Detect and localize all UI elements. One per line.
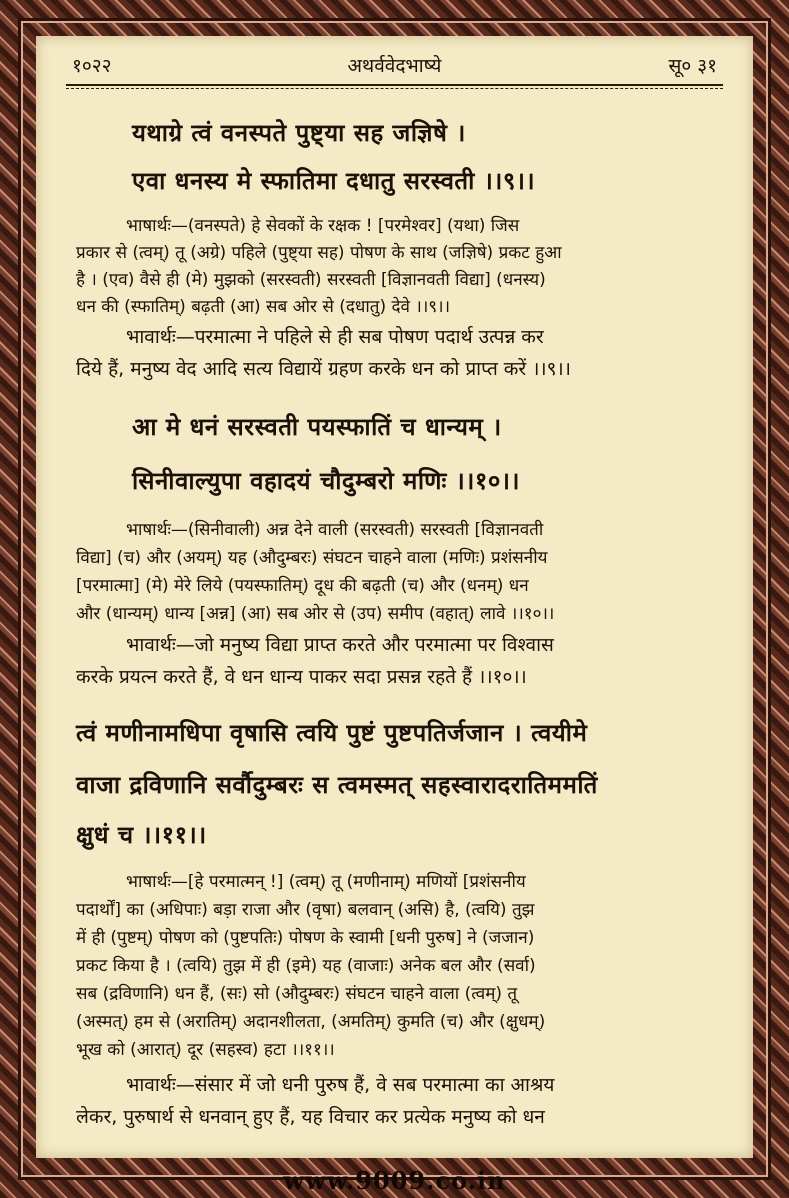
- page-number: १०२२: [72, 55, 112, 77]
- bhavartha-11-line: लेकर, पुरुषार्थ से धनवान् हुए हैं, यह विचार कर प्रत्येक मनुष्य को धन: [76, 1106, 545, 1128]
- mantra-11-line-3: क्षुधं च ।।११।।: [76, 821, 207, 849]
- bhavartha-9-line: दिये हैं, मनुष्य वेद आदि सत्य विद्यायें ग्रहण करके धन को प्राप्त करें ।।९।।: [76, 358, 571, 380]
- bhavartha-9-line: भावार्थः—परमात्मा ने पहिले से ही सब पोषण पदार्थ उत्पन्न कर: [126, 326, 544, 348]
- header-rule: [66, 84, 723, 86]
- bhashartha-10-line: विद्या] (च) और (अयम्) यह (औदुम्बरः) संघटन चाहने वाला (मणिः) प्रशंसनीय: [76, 548, 548, 568]
- bhashartha-9-line: प्रकार से (त्वम्) तू (अग्रे) पहिले (पुष्ट्या सह) पोषण के साथ (जज्ञिषे) प्रकट हुआ: [76, 243, 562, 263]
- bhashartha-11-line: (अस्मत्) हम से (अरातिम्) अदानशीलता, (अमतिम्) कुमति (च) और (क्षुधम्): [76, 1012, 546, 1032]
- bhavartha-10-line: करके प्रयत्न करते हैं, वे धन धान्य पाकर सदा प्रसन्न रहते हैं ।।१०।।: [76, 666, 527, 688]
- bhashartha-10-line: [परमात्मा] (मे) मेरे लिये (पयस्फातिम्) दूध की बढ़ती (च) और (धनम्) धन: [76, 576, 529, 596]
- bhashartha-10-line: भाषार्थः—(सिनीवाली) अन्न देने वाली (सरस्वती) सरस्वती [विज्ञानवती: [126, 520, 544, 540]
- bhavartha-10-line: भावार्थः—जो मनुष्य विद्या प्राप्त करते और परमात्मा पर विश्वास: [126, 634, 554, 656]
- mantra-10-line-2: सिनीवाल्युपा वहादयं चौदुम्बरो मणिः ।।१०।।: [132, 467, 521, 495]
- bhashartha-11-line: सब (द्रविणानि) धन हैं, (सः) सो (औदुम्बरः) संघटन चाहने वाला (त्वम्) तू: [76, 984, 518, 1004]
- bhashartha-11-line: भाषार्थः—[हे परमात्मन् !] (त्वम्) तू (मणीनाम्) मणियों [प्रशंसनीय: [126, 872, 526, 892]
- mantra-10-line-1: आ मे धनं सरस्वती पयस्फातिं च धान्यम् ।: [132, 413, 502, 441]
- book-title: अथर्ववेदभाष्ये: [347, 55, 442, 77]
- bhavartha-11-line: भावार्थः—संसार में जो धनी पुरुष हैं, वे सब परमात्मा का आश्रय: [126, 1074, 555, 1096]
- mantra-11-line-2: वाजा द्रविणानि सर्वौदुम्बरः स त्वमस्मत् सहस्वारादरातिममतिं: [76, 771, 598, 799]
- bhashartha-11-line: पदार्थों] का (अधिपाः) बड़ा राजा और (वृषा) बलवान् (असि) है, (त्वयि) तुझ: [76, 900, 535, 920]
- bhashartha-11-line: में ही (पुष्टम्) पोषण को (पुष्टपतिः) पोषण के स्वामी [धनी पुरुष] ने (जजान): [76, 928, 535, 948]
- page-header: [72, 50, 717, 78]
- mantra-9-line-1: यथाग्रे त्वं वनस्पते पुष्ट्या सह जज्ञिषे ।: [132, 119, 466, 147]
- mantra-11-line-1: त्वं मणीनामधिपा वृषासि त्वयि पुष्टं पुष्टपतिर्जजान । त्वयीमे: [76, 719, 588, 747]
- website-link[interactable]: www.9009.co.in: [283, 1166, 506, 1195]
- header-rule-dashed: [66, 88, 723, 89]
- bhashartha-11-line: प्रकट किया है । (त्वयि) तुझ में ही (इमे) यह (वाजाः) अनेक बल और (सर्वा): [76, 956, 536, 976]
- bhashartha-11-line: भूख को (आरात्) दूर (सहस्व) हटा ।।११।।: [76, 1040, 335, 1060]
- bhashartha-9-line: भाषार्थः—(वनस्पते) हे सेवकों के रक्षक ! [परमेश्वर] (यथा) जिस: [126, 216, 520, 236]
- mantra-9-line-2: एवा धनस्य मे स्फातिमा दधातु सरस्वती ।।९।।: [132, 167, 536, 195]
- sukta-number: सू० ३१: [668, 55, 717, 77]
- bhashartha-9-line: धन की (स्फातिम्) बढ़ती (आ) सब ओर से (दधातु) देवे ।।९।।: [76, 297, 451, 317]
- book-page: [36, 36, 753, 1158]
- bhashartha-10-line: और (धान्यम्) धान्य [अन्न] (आ) सब ओर से (उप) समीप (वहात्) लावे ।।१०।।: [76, 604, 555, 624]
- bhashartha-9-line: है । (एव) वैसे ही (मे) मुझको (सरस्वती) सरस्वती [विज्ञानवती विद्या] (धनस्य): [76, 270, 546, 290]
